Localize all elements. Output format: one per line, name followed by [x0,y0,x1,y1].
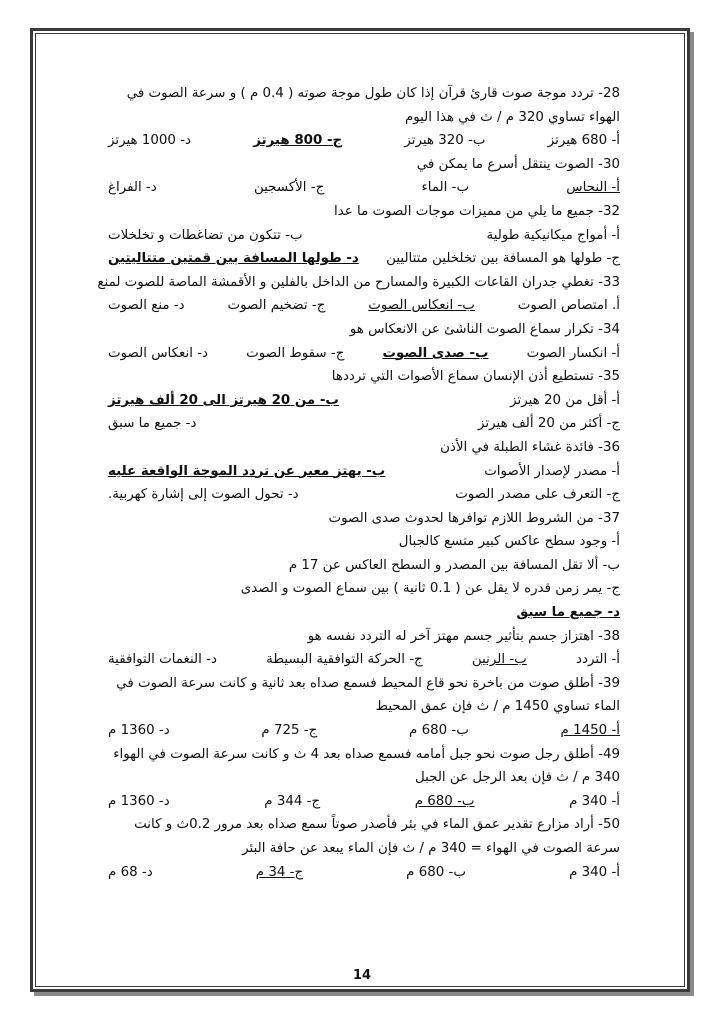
answer-option: د- الفراغ [108,180,157,196]
answer-option: ج- التعرف على مصدر الصوت [455,487,620,503]
answer-option: د- 1000 هيرتز [108,133,192,149]
answer-option: أ- أقل من 20 هيرتز [510,392,620,408]
answer-option: د- 1360 م [108,793,170,809]
answer-options-row [108,719,620,743]
answer-option: ج- طولها هو المسافة بين تخلخلين متتاليين [386,251,620,267]
answer-option: ب- الماء [421,180,470,196]
question-text-line [108,436,620,460]
line-text: 39- أطلق صوت من باخرة نحو قاع المحيط فسمع صداه بعد ثانية و كانت سرعة الصوت في [116,675,620,691]
question-text-line [108,153,620,177]
line-text: 32- جميع ما يلي من مميزات موجات الصوت ما عدا [334,203,620,219]
answer-option: ب- 680 م [409,723,469,739]
answer-option: ج- 344 م [264,793,321,809]
answer-option: د- تحول الصوت إلى إشارة كهربية. [108,487,299,503]
answer-option-correct: ب- انعكاس الصوت [368,298,475,314]
answer-options-row [108,648,620,672]
question-text-line [108,813,620,837]
answer-option: أ. امتصاص الصوت [517,298,620,314]
answer-options-row [108,790,620,814]
question-text-line [108,672,620,696]
line-text: د- جميع ما سبق [516,605,620,621]
question-text-line [108,577,620,601]
answer-options-row [108,389,620,413]
answer-option: أ- مصدر لإصدار الأصوات [484,463,620,479]
answer-options-row [108,483,620,507]
answer-option: د- 1360 م [108,723,170,739]
question-text-line [97,271,620,295]
answer-option: أ- 340 م [569,864,620,880]
question-text-line [108,200,620,224]
line-text: 30- الصوت ينتقل أسرع ما يمكن في [416,156,620,172]
answer-options-row [108,224,620,248]
answer-option: ب- تتكون من تضاغطات و تخلخلات [108,227,303,243]
answer-option: ج- الأكسجين [253,180,325,196]
answer-option: د- منع الصوت [108,298,185,314]
line-text: 38- اهتزاز جسم بتأثير جسم مهتز آخر له التردد نفسه هو [307,628,620,644]
answer-option: أ- انكسار الصوت [526,345,620,361]
answer-option-correct: ب- صدى الصوت [382,345,489,361]
answer-option: د- 68 م [108,864,153,880]
line-text: الماء تساوي 1450 م / ث فإن عمق المحيط [375,699,620,715]
question-list [97,82,620,884]
question-text-line [108,766,620,790]
answer-options-row [108,412,620,436]
answer-option-correct: د- طولها المسافة بين قمتين متتاليتين [108,251,359,267]
answer-options-row [108,129,620,153]
answer-option-correct: ج- 34 م [255,864,304,880]
question-text-line [108,554,620,578]
answer-option: أ- أمواج ميكانيكية طولية [486,227,620,243]
page-number: 14 [352,968,372,983]
answer-options-row [108,342,620,366]
answer-options-row [108,460,620,484]
answer-option: د- جميع ما سبق [108,416,197,432]
answer-option-correct: ب- من 20 هيرتز الى 20 ألف هيرتز [108,392,339,408]
answer-option: ج- تضخيم الصوت [227,298,326,314]
answer-option: ب- 680 م [406,864,466,880]
question-text-line [108,601,620,625]
question-text-line [108,365,620,389]
answer-options-row [108,247,620,271]
answer-option-correct: أ- النحاس [566,180,620,196]
question-text-line [108,82,620,106]
question-text-line [108,318,620,342]
answer-option-correct: ب- يهتز معبر عن تردد الموجة الواقعة عليه [108,463,386,479]
line-text: 34- تكرار سماع الصوت الناشئ عن الانعكاس هو [349,321,620,337]
answer-option: ج- 725 م [261,723,318,739]
question-text-line [108,106,620,130]
answer-option: أ- 340 م [569,793,620,809]
line-text: سرعة الصوت في الهواء = 340 م / ث فإن الماء يبعد عن حافة البئر [242,841,620,856]
line-text: 49- أطلق رجل صوت نحو جبل أمامه فسمع صداه بعد 4 ث و كانت سرعة الصوت في الهواء [113,746,620,762]
line-text: أ- وجود سطح عاكس كبير متسع كالجبال [398,534,620,550]
line-text: 33- تغطي جدران القاعات الكبيرة والمسارح من الداخل بالفلين و الأقمشة الماصة للصوت لمنع [97,274,620,290]
answer-options-row [108,861,620,885]
answer-option: أ- 680 هيرتز [547,133,620,149]
answer-option: ب- 320 هيرتز [404,133,486,149]
line-text: ب- ألا تقل المسافة بين المصدر و السطح العاكس عن 17 م [288,557,620,573]
line-text: 36- فائدة غشاء الطبلة في الأذن [440,439,620,455]
line-text: 28- تردد موجة صوت قارئ قرآن إذا كان طول موجة صوته ( 0.4 م ) و سرعة الصوت في [126,86,620,101]
answer-option: ج- سقوط الصوت [246,345,345,361]
answer-option-correct: أ- 1450 م [560,723,620,739]
answer-option: د- انعكاس الصوت [108,345,208,361]
line-text: 50- أراد مزارع تقدير عمق الماء في بئر فأصدر صوتاً سمع صداه بعد مرور 0.2ث و كانت [134,817,620,833]
question-text-line [108,625,620,649]
answer-option: ج- الحركة التوافقية البسيطة [266,652,423,668]
answer-option-correct: ب- الرنين [471,652,527,668]
line-text: 35- تستطيع أذن الإنسان سماع الأصوات التي ترددها [331,369,620,385]
answer-option: د- النغمات التوافقية [108,652,217,668]
answer-option-correct: ج- 800 هيرتز [253,133,343,149]
answer-option: أ- التردد [576,652,620,668]
line-text: ج- يمر زمن قدره لا يقل عن ( 0.1 ثانية ) بين سماع الصوت و الصدى [240,581,620,597]
line-text: 37- من الشروط اللازم توافرها لحدوث صدى الصوت [328,510,620,526]
answer-options-row [108,176,620,200]
answer-options-row [108,294,620,318]
question-text-line [108,507,620,531]
line-text: 340 م / ث فإن بعد الرجل عن الجبل [415,770,620,786]
answer-option-correct: ب- 680 م [414,793,475,809]
question-text-line [108,837,620,861]
line-text: الهواء تساوي 320 م / ث في هذا اليوم [404,109,620,125]
answer-option: ج- أكثر من 20 ألف هيرتز [478,416,620,432]
question-text-line [108,530,620,554]
question-text-line [108,695,620,719]
question-text-line [108,743,620,767]
